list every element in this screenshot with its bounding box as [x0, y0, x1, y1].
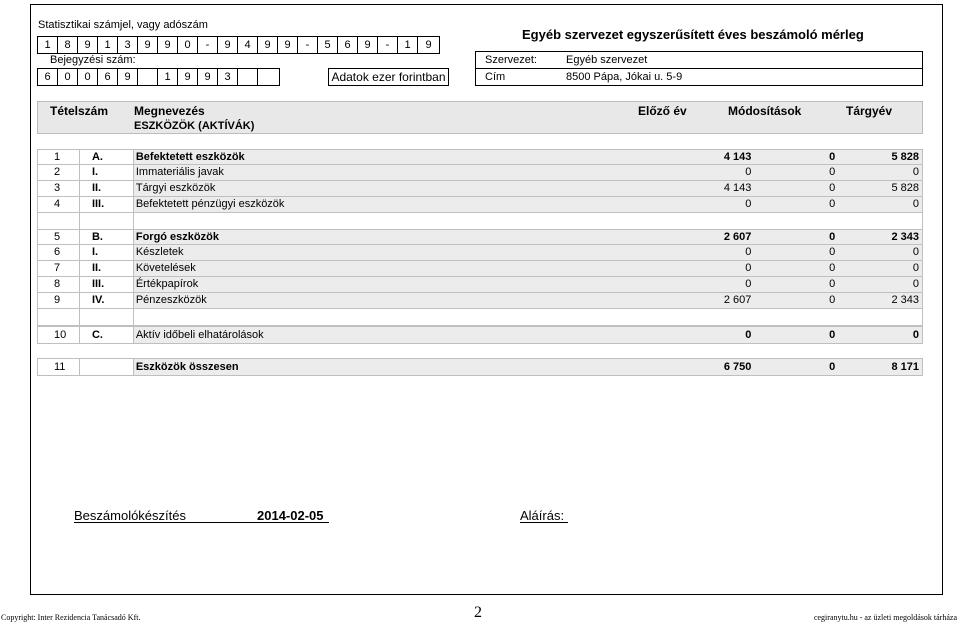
- row-name: Befektetett pénzügyi eszközök: [134, 197, 670, 212]
- reg-digit-cell: 9: [178, 69, 198, 85]
- row-curr-value: 2 343: [838, 230, 922, 244]
- row-name: Befektetett eszközök: [134, 150, 670, 164]
- row-curr-value: 2 343: [838, 293, 922, 308]
- table-row: [37, 229, 923, 245]
- reg-digit-cell: 0: [58, 69, 78, 85]
- table-row: [37, 277, 923, 293]
- col-current-year: Tárgyév: [846, 104, 893, 118]
- row-prev-value: 2 607: [670, 293, 755, 308]
- address-label: Cím: [485, 71, 506, 83]
- stat-digit-cell: -: [198, 37, 218, 53]
- reg-digit-cell: [238, 69, 258, 85]
- stat-digit-cell: 1: [98, 37, 118, 53]
- row-number: 7: [38, 261, 80, 276]
- row-mod-value: 0: [754, 230, 838, 244]
- row-number: 11: [38, 359, 80, 375]
- stat-digit-cell: 9: [138, 37, 158, 53]
- row-code: B.: [80, 230, 134, 244]
- row-name: Készletek: [134, 245, 670, 260]
- stat-digit-cell: 9: [258, 37, 278, 53]
- row-mod-value: 0: [754, 293, 838, 308]
- row-prev-value: 0: [670, 245, 755, 260]
- row-prev-value: 0: [670, 327, 755, 343]
- row-prev-value: 0: [670, 261, 755, 276]
- section-heading: ESZKÖZÖK (AKTÍVÁK): [134, 120, 255, 132]
- reg-digit-cell: 3: [218, 69, 238, 85]
- page-number: 2: [474, 604, 482, 621]
- prepared-label: Beszámolókészítés: [74, 508, 186, 523]
- table-row: [37, 181, 923, 197]
- row-code: II.: [80, 181, 134, 196]
- table-row: [37, 293, 923, 309]
- row-code: C.: [80, 327, 134, 343]
- stat-number-grid: [37, 36, 440, 54]
- row-mod-value: 0: [754, 359, 838, 375]
- document-title: Egyéb szervezet egyszerűsített éves beszámoló mérleg: [522, 27, 864, 42]
- row-name: Eszközök összesen: [134, 359, 670, 375]
- prepared-date: 2014-02-05: [257, 508, 324, 523]
- row-mod-value: 0: [754, 261, 838, 276]
- row-curr-value: 0: [838, 277, 922, 292]
- reg-digit-cell: 0: [78, 69, 98, 85]
- row-code: A.: [80, 150, 134, 164]
- row-number: 6: [38, 245, 80, 260]
- col-prev-year: Előző év: [638, 104, 687, 118]
- signature-label: Aláírás:: [520, 508, 565, 523]
- table-header: [37, 101, 923, 134]
- table-row: [37, 165, 923, 181]
- stat-digit-cell: 0: [178, 37, 198, 53]
- row-prev-value: 4 143: [670, 150, 755, 164]
- row-number: 1: [38, 150, 80, 164]
- row-prev-value: 4 143: [670, 181, 755, 196]
- row-number: 4: [38, 197, 80, 212]
- row-curr-value: 0: [838, 261, 922, 276]
- footer-site: cegiranytu.hu - az üzleti megoldások tárháza: [813, 613, 957, 622]
- page-frame-bottom: [30, 594, 943, 595]
- row-code: [80, 359, 134, 375]
- row-curr-value: 0: [838, 245, 922, 260]
- row-curr-value: 5 828: [838, 181, 922, 196]
- reg-digit-cell: 1: [158, 69, 178, 85]
- table-row: [37, 261, 923, 277]
- stat-digit-cell: 1: [38, 37, 58, 53]
- stat-digit-cell: 9: [218, 37, 238, 53]
- row-name: Aktív időbeli elhatárolások: [134, 327, 670, 343]
- row-code: I.: [80, 245, 134, 260]
- reg-digit-cell: [138, 69, 158, 85]
- address-row: [476, 69, 922, 86]
- table-group-total: [37, 358, 923, 376]
- row-prev-value: 6 750: [670, 359, 755, 375]
- row-number: 2: [38, 165, 80, 180]
- row-curr-value: 0: [838, 327, 922, 343]
- row-name: Értékpapírok: [134, 277, 670, 292]
- row-prev-value: 0: [670, 165, 755, 180]
- stat-digit-cell: 3: [118, 37, 138, 53]
- table-row: [37, 326, 923, 344]
- col-item-no: Tételszám: [50, 104, 109, 118]
- row-code: III.: [80, 197, 134, 212]
- row-name: Immateriális javak: [134, 165, 670, 180]
- row-mod-value: 0: [754, 277, 838, 292]
- stat-number-label: Statisztikai számjel, vagy adószám: [38, 19, 208, 31]
- stat-digit-cell: 5: [318, 37, 338, 53]
- reg-digit-cell: 6: [98, 69, 118, 85]
- date-underline: [74, 522, 329, 523]
- stat-digit-cell: 9: [158, 37, 178, 53]
- row-number: 8: [38, 277, 80, 292]
- registration-label: Bejegyzési szám:: [50, 54, 136, 66]
- reg-digit-cell: 9: [118, 69, 138, 85]
- stat-digit-cell: 4: [238, 37, 258, 53]
- currency-note: Adatok ezer forintban: [328, 68, 449, 86]
- stat-digit-cell: 9: [278, 37, 298, 53]
- row-name: Tárgyi eszközök: [134, 181, 670, 196]
- row-mod-value: 0: [754, 165, 838, 180]
- row-number: 9: [38, 293, 80, 308]
- reg-digit-cell: 9: [198, 69, 218, 85]
- row-mod-value: 0: [754, 327, 838, 343]
- row-curr-value: 5 828: [838, 150, 922, 164]
- row-code: II.: [80, 261, 134, 276]
- row-code: III.: [80, 277, 134, 292]
- stat-digit-cell: 8: [58, 37, 78, 53]
- spacer-cell: [80, 213, 134, 229]
- row-prev-value: 0: [670, 277, 755, 292]
- address-value: 8500 Pápa, Jókai u. 5-9: [566, 71, 683, 83]
- row-mod-value: 0: [754, 197, 838, 212]
- organization-box: [475, 51, 923, 86]
- row-number: 5: [38, 230, 80, 244]
- stat-digit-cell: 6: [338, 37, 358, 53]
- stat-digit-cell: -: [378, 37, 398, 53]
- stat-digit-cell: 1: [398, 37, 418, 53]
- table-group-b: [37, 229, 923, 326]
- table-row: [37, 197, 923, 213]
- row-mod-value: 0: [754, 181, 838, 196]
- signature-underline: [520, 522, 568, 523]
- table-spacer-row: [37, 213, 923, 230]
- row-number: 3: [38, 181, 80, 196]
- table-row: [37, 245, 923, 261]
- footer-copyright: Copyright: Inter Rezidencia Tanácsadó Kft.: [1, 613, 141, 622]
- table-row-total: [37, 358, 923, 376]
- organization-label: Szervezet:: [485, 54, 537, 66]
- row-mod-value: 0: [754, 150, 838, 164]
- stat-digit-cell: 9: [358, 37, 378, 53]
- col-modifications: Módosítások: [728, 104, 802, 118]
- row-prev-value: 0: [670, 197, 755, 212]
- row-name: Pénzeszközök: [134, 293, 670, 308]
- spacer-cell: [80, 309, 134, 325]
- stat-digit-cell: 9: [78, 37, 98, 53]
- row-curr-value: 8 171: [838, 359, 922, 375]
- row-name: Forgó eszközök: [134, 230, 670, 244]
- spacer-cell: [38, 213, 80, 229]
- row-curr-value: 0: [838, 165, 922, 180]
- row-prev-value: 2 607: [670, 230, 755, 244]
- reg-digit-cell: 6: [38, 69, 58, 85]
- row-code: I.: [80, 165, 134, 180]
- row-mod-value: 0: [754, 245, 838, 260]
- row-code: IV.: [80, 293, 134, 308]
- organization-value: Egyéb szervezet: [566, 54, 648, 66]
- table-spacer-row: [37, 309, 923, 326]
- spacer-cell: [38, 309, 80, 325]
- registration-grid: [37, 68, 280, 86]
- table-row: [37, 149, 923, 165]
- row-curr-value: 0: [838, 197, 922, 212]
- row-number: 10: [38, 327, 80, 343]
- table-group-a: [37, 149, 923, 230]
- reg-digit-cell: [258, 69, 279, 85]
- row-name: Követelések: [134, 261, 670, 276]
- table-group-c: [37, 326, 923, 344]
- stat-digit-cell: 9: [425, 39, 432, 51]
- organization-row: [476, 52, 922, 69]
- col-name: Megnevezés: [134, 104, 205, 118]
- stat-digit-cell: -: [298, 37, 318, 53]
